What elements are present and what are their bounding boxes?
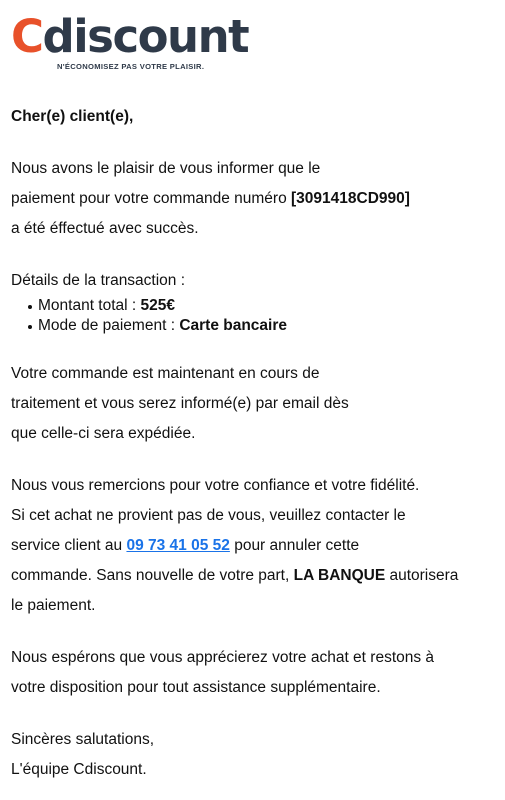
warning-line-5: le paiement. xyxy=(11,597,96,614)
logo-tagline: N'ÉCONOMISEZ PAS VOTRE PLAISIR. xyxy=(57,62,205,71)
processing-line-3: que celle-ci sera expédiée. xyxy=(11,425,196,442)
signature xyxy=(11,725,499,785)
signature-line-2: L'équipe Cdiscount. xyxy=(11,761,147,778)
closing-line-2: votre disposition pour tout assistance supplémentaire. xyxy=(11,679,381,696)
logo-letter-c: C xyxy=(11,10,43,63)
payment-label: Mode de paiement : xyxy=(38,317,180,334)
warning-line-3-prefix: service client au xyxy=(11,537,127,554)
warning-line-3 xyxy=(11,531,499,561)
email-body xyxy=(11,102,499,785)
warning-line-4 xyxy=(11,561,499,591)
transaction-details xyxy=(11,266,499,336)
order-number: [3091418CD990] xyxy=(291,190,410,207)
warning-line-3-suffix: pour annuler cette xyxy=(229,537,360,554)
amount-value: 525€ xyxy=(140,297,176,314)
signature-line-1: Sincères salutations, xyxy=(11,731,155,748)
details-list xyxy=(11,296,499,336)
logo-word-rest: discount xyxy=(42,10,249,63)
warning-paragraph xyxy=(11,471,499,621)
warning-line-1: Nous vous remercions pour votre confiance et votre fidélité. xyxy=(11,477,420,494)
warning-line-4-suffix: autorisera xyxy=(385,567,459,584)
closing-line-1: Nous espérons que vous apprécierez votre achat et restons à xyxy=(11,649,435,666)
amount-label: Montant total : xyxy=(38,297,141,314)
intro-line-2 xyxy=(11,184,499,214)
warning-line-2: Si cet achat ne provient pas de vous, veuillez contacter le xyxy=(11,507,406,524)
intro-line-3: a été éffectué avec succès. xyxy=(11,220,199,237)
greeting: Cher(e) client(e), xyxy=(11,108,134,125)
payment-value: Carte bancaire xyxy=(179,317,288,334)
closing-paragraph xyxy=(11,643,499,703)
intro-line-1: Nous avons le plaisir de vous informer que le xyxy=(11,160,321,177)
detail-payment-method xyxy=(38,316,499,336)
intro-paragraph xyxy=(11,154,499,244)
details-heading: Détails de la transaction : xyxy=(11,272,186,289)
cdiscount-logo xyxy=(11,10,271,71)
detail-amount xyxy=(38,296,499,316)
processing-line-2: traitement et vous serez informé(e) par email dès xyxy=(11,395,349,412)
phone-link[interactable]: 09 73 41 05 52 xyxy=(126,537,230,554)
processing-line-1: Votre commande est maintenant en cours de xyxy=(11,365,320,382)
logo-wordmark xyxy=(11,10,271,63)
processing-paragraph xyxy=(11,359,499,449)
bank-name: LA BANQUE xyxy=(293,567,386,584)
warning-line-4-prefix: commande. Sans nouvelle de votre part, xyxy=(11,567,294,584)
intro-line-2-text: paiement pour votre commande numéro xyxy=(11,190,292,207)
